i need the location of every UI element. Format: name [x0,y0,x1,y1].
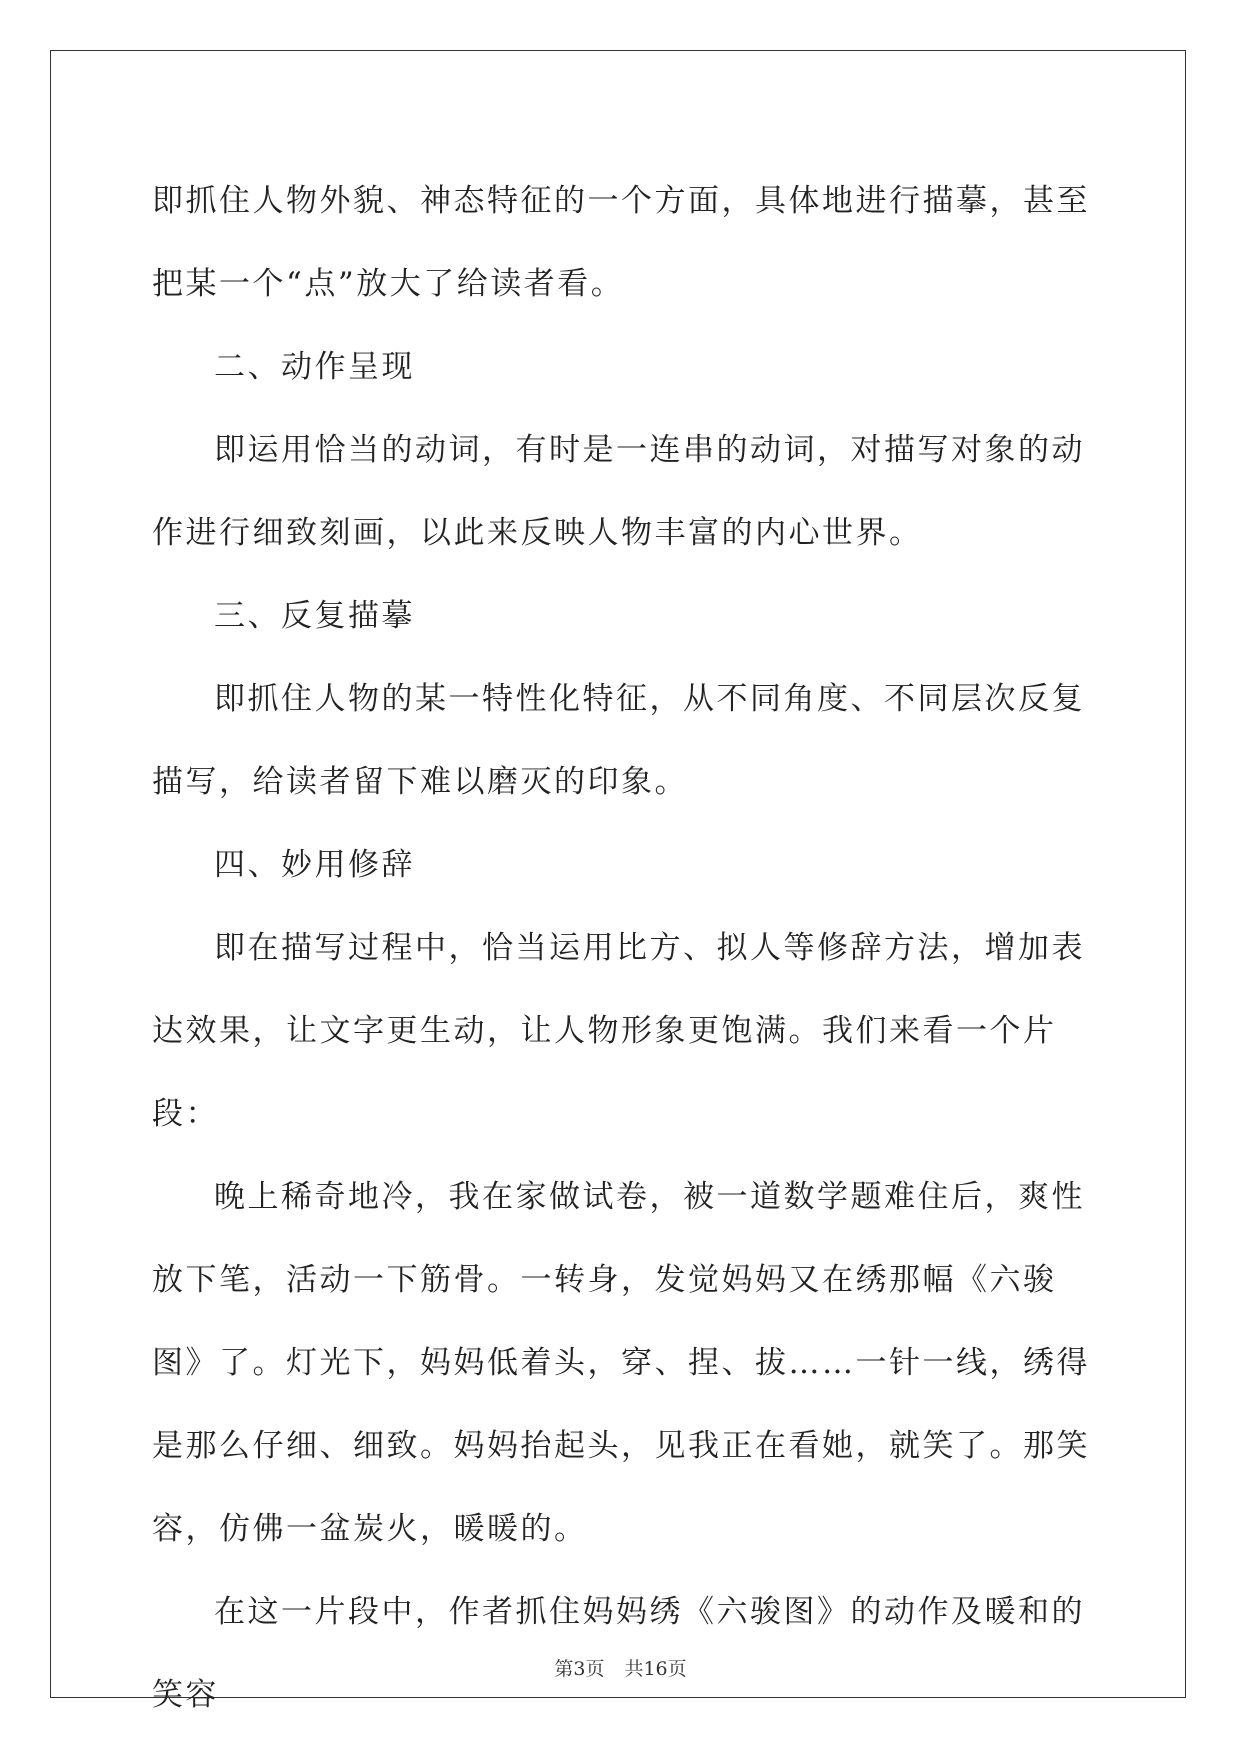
page-footer [0,1654,1241,1681]
section-heading: 二、动作呈现 [214,349,415,385]
document-body [152,160,1092,1737]
paragraph: 即抓住人物的某一特性化特征，从不同角度、不同层次反复描写，给读者留下难以磨灭的印象。 [152,681,1085,800]
page-total: 共16页 [624,1658,687,1680]
page-number: 第3页 [554,1658,605,1680]
paragraph: 在这一片段中，作者抓住妈妈绣《六骏图》的动作及暖和的笑容 [152,1594,1085,1713]
paragraph: 即运用恰当的动词，有时是一连串的动词，对描写对象的动作进行细致刻画，以此来反映人物丰富的内心世界。 [152,432,1085,551]
section-heading: 三、反复描摹 [214,598,415,634]
paragraph: 晚上稀奇地冷，我在家做试卷，被一道数学题难住后，爽性放下笔，活动一下筋骨。一转身，发觉妈妈又在绣那幅《六骏图》了。灯光下，妈妈低着头，穿、捏、拔……一针一线，绣得是那么仔细、细致。妈妈抬起头，见我正在看她，就笑了。那笑容，仿佛一盆炭火，暖暖的。 [152,1179,1090,1547]
paragraph: 即抓住人物外貌、神态特征的一个方面，具体地进行描摹，甚至把某一个“点”放大了给读者看。 [152,183,1090,302]
paragraph: 即在描写过程中，恰当运用比方、拟人等修辞方法，增加表达效果，让文字更生动，让人物形象更饱满。我们来看一个片段： [152,930,1085,1132]
section-heading: 四、妙用修辞 [214,847,415,883]
